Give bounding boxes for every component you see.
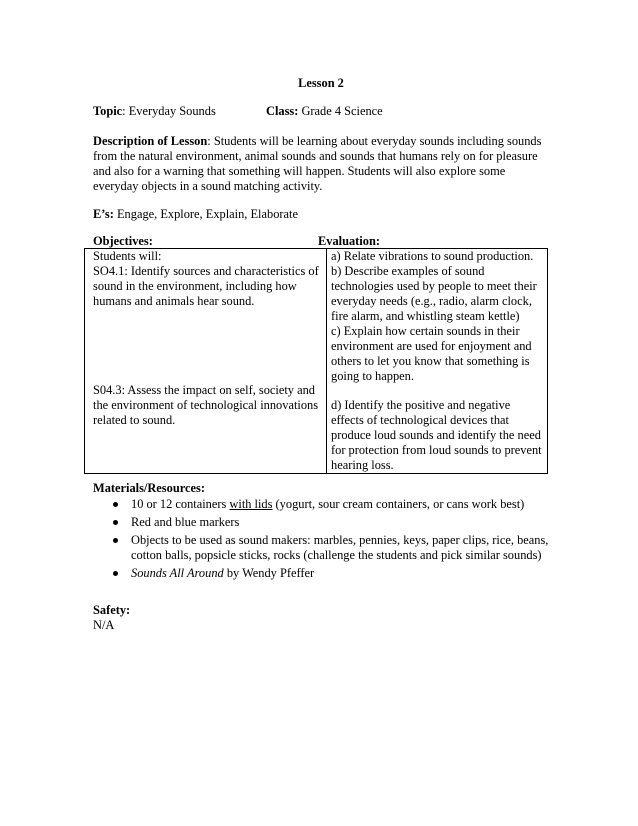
spacer — [93, 309, 322, 369]
objectives-cell — [85, 249, 327, 474]
topic-label: Topic — [93, 104, 123, 118]
lesson-description — [93, 134, 545, 194]
evaluation-cell — [327, 249, 548, 474]
class-field — [266, 104, 383, 119]
item1-underlined: with lids — [229, 497, 273, 511]
spacer — [331, 384, 544, 398]
class-value: Grade 4 Science — [298, 104, 383, 118]
list-item — [131, 566, 553, 581]
students-will-text: Students will: — [93, 249, 162, 263]
item2-text: Red and blue markers — [131, 515, 240, 529]
topic-line — [93, 104, 383, 119]
evaluation-a: a) Relate vibrations to sound production. — [331, 249, 534, 263]
class-label: Class: — [266, 104, 299, 118]
objectives-header: Objectives: — [93, 234, 153, 248]
item4-post: by Wendy Pfeffer — [223, 566, 315, 580]
objectives-evaluation-table — [84, 248, 548, 474]
es-text: Engage, Explore, Explain, Elaborate — [113, 207, 298, 221]
item1-post: (yogurt, sour cream containers, or cans work best) — [272, 497, 525, 511]
evaluation-d: d) Identify the positive and negative effects of technological devices that produce loud sounds and identify the need for protection from loud sounds to prevent hearing loss. — [331, 398, 542, 472]
objective-so41: SO4.1: Identify sources and characteristics of sound in the environment, including how humans and animals hear sound. — [93, 264, 319, 308]
materials-section — [93, 481, 553, 584]
item3-text: Objects to be used as sound makers: marbles, pennies, keys, paper clips, rice, beans, cotton balls, popsicle sticks, rocks (challenge the students and pick similar sounds) — [131, 533, 549, 562]
materials-list — [93, 497, 553, 581]
evaluation-c: c) Explain how certain sounds in their environment are used for enjoyment and others to let you know that something is going to happen. — [331, 324, 532, 383]
list-item — [131, 533, 553, 563]
evaluation-b: b) Describe examples of sound technologies used by people to meet their everyday needs (e.g., radio, alarm clock, fire alarm, and whistling steam kettle) — [331, 264, 537, 323]
materials-label: Materials/Resources: — [93, 481, 205, 495]
table-row — [85, 249, 548, 474]
topic-value: : Everyday Sounds — [122, 104, 216, 118]
safety-value: N/A — [93, 618, 115, 632]
es-line — [93, 207, 298, 222]
evaluation-header: Evaluation: — [318, 234, 380, 248]
description-text: : Students will be learning about everyday sounds including sounds from the natural environment, animal sounds and sounds that humans rely on for pleasure and also for a warning that something will happen. Students will also explore some everyday objects in a sound matching activity. — [93, 134, 542, 193]
safety-label: Safety: — [93, 603, 131, 617]
table-header — [93, 234, 547, 249]
es-label: E’s: — [93, 207, 114, 221]
item1-pre: 10 or 12 containers — [131, 497, 230, 511]
list-item — [131, 497, 553, 512]
lesson-title: Lesson 2 — [298, 76, 344, 90]
safety-section — [93, 603, 130, 633]
list-item — [131, 515, 553, 530]
description-label: Description of Lesson — [93, 134, 208, 148]
item4-title: Sounds All Around — [131, 566, 224, 580]
spacer — [93, 369, 322, 383]
objective-s043: S04.3: Assess the impact on self, society and the environment of technological innovations related to sound. — [93, 383, 319, 427]
